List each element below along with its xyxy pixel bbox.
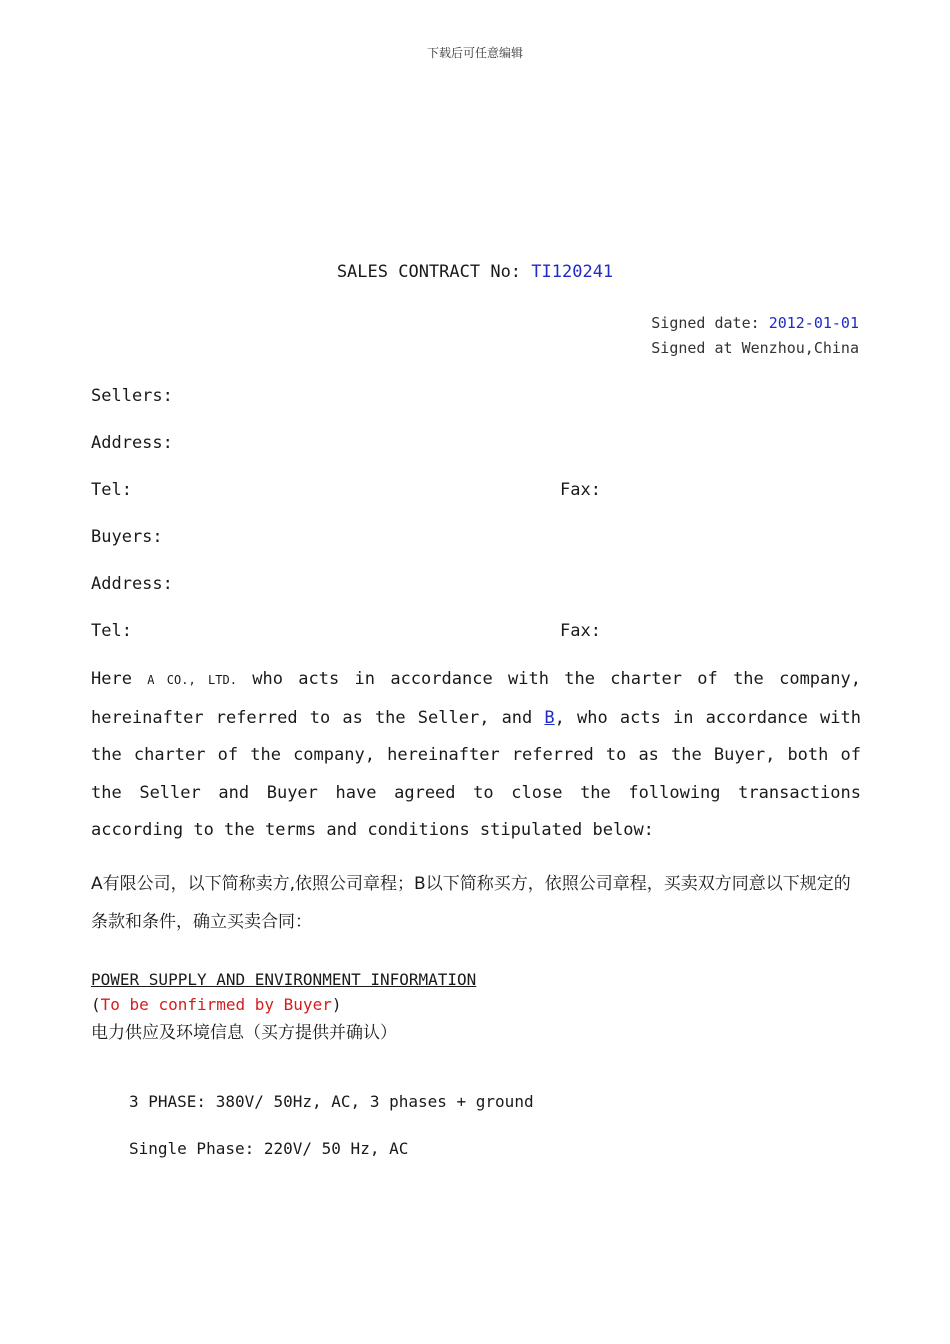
note-open: (: [91, 995, 101, 1014]
seller-fax-label: Fax:: [560, 480, 601, 500]
contract-number: TI120241: [531, 262, 614, 282]
signed-date-label: Signed date:: [651, 314, 769, 332]
title-prefix: SALES CONTRACT No:: [336, 262, 532, 282]
buyer-fax-label: Fax:: [560, 621, 601, 641]
intro-part1: Here: [91, 669, 148, 689]
sellers-label: Sellers:: [91, 386, 173, 406]
seller-tel-label: Tel:: [91, 480, 132, 500]
intro-paragraph-en: [91, 661, 861, 850]
three-phase-spec: 3 PHASE: 380V/ 50Hz, AC, 3 phases + ground: [129, 1092, 534, 1111]
buyer-link[interactable]: B: [544, 707, 555, 728]
power-section-heading: POWER SUPPLY AND ENVIRONMENT INFORMATION: [91, 970, 477, 989]
power-section-heading-cn: 电力供应及环境信息（买方提供并确认）: [91, 1023, 397, 1043]
seller-company-name: A CO., LTD.: [147, 673, 237, 687]
note-text: To be confirmed by Buyer: [100, 995, 332, 1014]
single-phase-spec: Single Phase: 220V/ 50 Hz, AC: [129, 1139, 409, 1158]
power-section-note: [91, 995, 341, 1014]
buyer-address-label: Address:: [91, 574, 173, 594]
signed-date-value: 2012-01-01: [768, 314, 859, 332]
intro-part3: , who acts in accordance with the charter of the company, hereinafter referred to as the Buyer, both of the Seller and Buyer have agreed to close the following transactions according to the terms and conditions stipulated below:: [91, 707, 861, 840]
intro-paragraph-cn: A有限公司，以下简称卖方,依照公司章程；B以下简称买方，依照公司章程，买卖双方同意以下规定的条款和条件，确立买卖合同：: [91, 874, 851, 932]
intro-part2: who acts in accordance with the charter of the company, hereinafter referred to as the Seller, and: [91, 669, 861, 728]
buyer-tel-label: Tel:: [91, 621, 132, 641]
signed-date: [651, 314, 859, 332]
header-note: 下载后可任意编辑: [426, 46, 523, 60]
buyers-label: Buyers:: [91, 527, 163, 547]
seller-address-label: Address:: [91, 433, 173, 453]
contract-title: [0, 262, 950, 282]
note-close: ): [331, 995, 342, 1014]
signed-place: Signed at Wenzhou,China: [651, 339, 859, 357]
